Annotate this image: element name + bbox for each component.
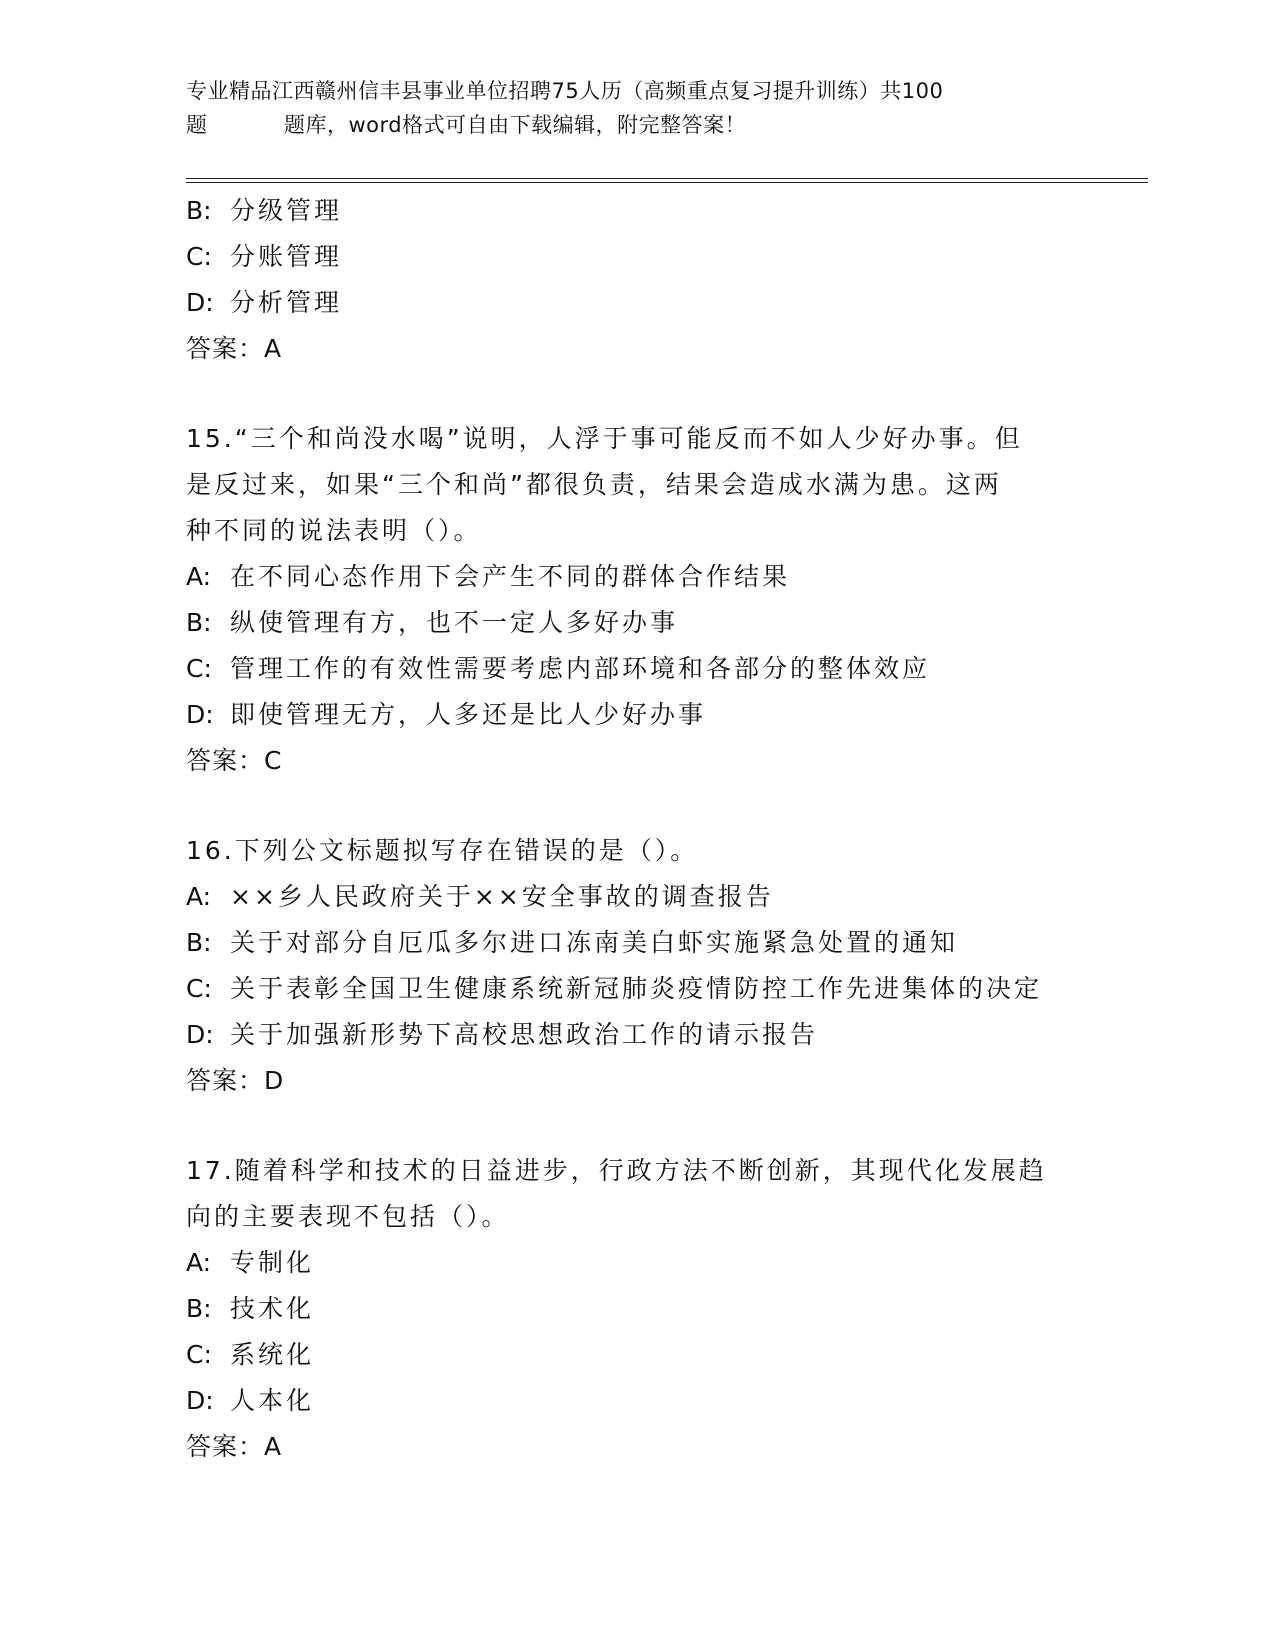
option-key: A: — [186, 882, 212, 911]
option-line — [186, 1240, 1086, 1286]
answer-line: 答案：D — [186, 1066, 285, 1095]
spacer — [186, 1104, 1086, 1148]
option-text: 分级管理 — [230, 196, 343, 225]
option-text: 关于加强新形势下高校思想政治工作的请示报告 — [230, 1020, 819, 1049]
spacer — [186, 784, 1086, 828]
option-text: 人本化 — [230, 1386, 315, 1415]
option-key: B: — [186, 928, 212, 957]
option-key: D: — [186, 1386, 214, 1415]
option-text: 分账管理 — [230, 242, 343, 271]
option-text: 纵使管理有方，也不一定人多好办事 — [230, 608, 679, 637]
option-key: A: — [186, 562, 212, 591]
option-key: B: — [186, 608, 212, 637]
option-key: B: — [186, 1294, 212, 1323]
question-stem-line: 17.随着科学和技术的日益进步，行政方法不断创新，其现代化发展趋 — [186, 1156, 1047, 1185]
option-text: 在不同心态作用下会产生不同的群体合作结果 — [230, 562, 791, 591]
option-text: 关于对部分自厄瓜多尔进口冻南美白虾实施紧急处置的通知 — [230, 928, 959, 957]
spacer — [186, 372, 1086, 416]
option-key: C: — [186, 974, 212, 1003]
option-key: C: — [186, 654, 212, 683]
option-line — [186, 1332, 1086, 1378]
answer-line: 答案：C — [186, 746, 283, 775]
header-subtitle: 题库，word格式可自由下载编辑，附完整答案！ — [284, 113, 747, 137]
answer-line: 答案：A — [186, 334, 283, 363]
option-line — [186, 1286, 1086, 1332]
question-list — [186, 188, 1086, 1470]
header-title-fragment: 题 — [186, 113, 208, 137]
option-key: A: — [186, 1248, 212, 1277]
option-key: B: — [186, 196, 212, 225]
option-line — [186, 234, 1086, 280]
option-text: 技术化 — [230, 1294, 315, 1323]
option-key: C: — [186, 1340, 212, 1369]
header-divider-top — [186, 178, 1148, 179]
option-line — [186, 920, 1086, 966]
option-line — [186, 280, 1086, 326]
option-text: 专制化 — [230, 1248, 315, 1277]
question-block-14 — [186, 188, 1086, 372]
option-line — [186, 600, 1086, 646]
header-title-line-2 — [186, 108, 1066, 142]
option-text: 管理工作的有效性需要考虑内部环境和各部分的整体效应 — [230, 654, 931, 683]
question-block-17 — [186, 1148, 1086, 1470]
question-stem-line: 15.“三个和尚没水喝”说明，人浮于事可能反而不如人少好办事。但 — [186, 424, 1023, 453]
option-text: ××乡人民政府关于××安全事故的调查报告 — [230, 882, 774, 911]
option-line — [186, 1012, 1086, 1058]
header-title-line-1: 专业精品江西赣州信丰县事业单位招聘75人历（高频重点复习提升训练）共100 — [186, 79, 944, 103]
option-line — [186, 554, 1086, 600]
header-divider-bottom — [186, 182, 1148, 183]
answer-line: 答案：A — [186, 1432, 283, 1461]
page-header — [186, 74, 1066, 142]
option-line — [186, 874, 1086, 920]
option-line — [186, 188, 1086, 234]
option-text: 分析管理 — [230, 288, 343, 317]
option-text: 系统化 — [230, 1340, 315, 1369]
option-line — [186, 966, 1086, 1012]
option-key: C: — [186, 242, 212, 271]
question-stem-line: 种不同的说法表明（）。 — [186, 516, 482, 545]
question-stem-line: 向的主要表现不包括（）。 — [186, 1202, 510, 1231]
option-text: 关于表彰全国卫生健康系统新冠肺炎疫情防控工作先进集体的决定 — [230, 974, 1043, 1003]
option-line — [186, 692, 1086, 738]
question-stem-line: 是反过来，如果“三个和尚”都很负责，结果会造成水满为患。这两 — [186, 470, 1002, 499]
question-stem-line: 16.下列公文标题拟写存在错误的是（）。 — [186, 836, 699, 865]
option-key: D: — [186, 1020, 214, 1049]
option-text: 即使管理无方，人多还是比人少好办事 — [230, 700, 707, 729]
option-key: D: — [186, 288, 214, 317]
option-line — [186, 1378, 1086, 1424]
option-key: D: — [186, 700, 214, 729]
question-block-16 — [186, 828, 1086, 1104]
option-line — [186, 646, 1086, 692]
question-block-15 — [186, 416, 1086, 784]
